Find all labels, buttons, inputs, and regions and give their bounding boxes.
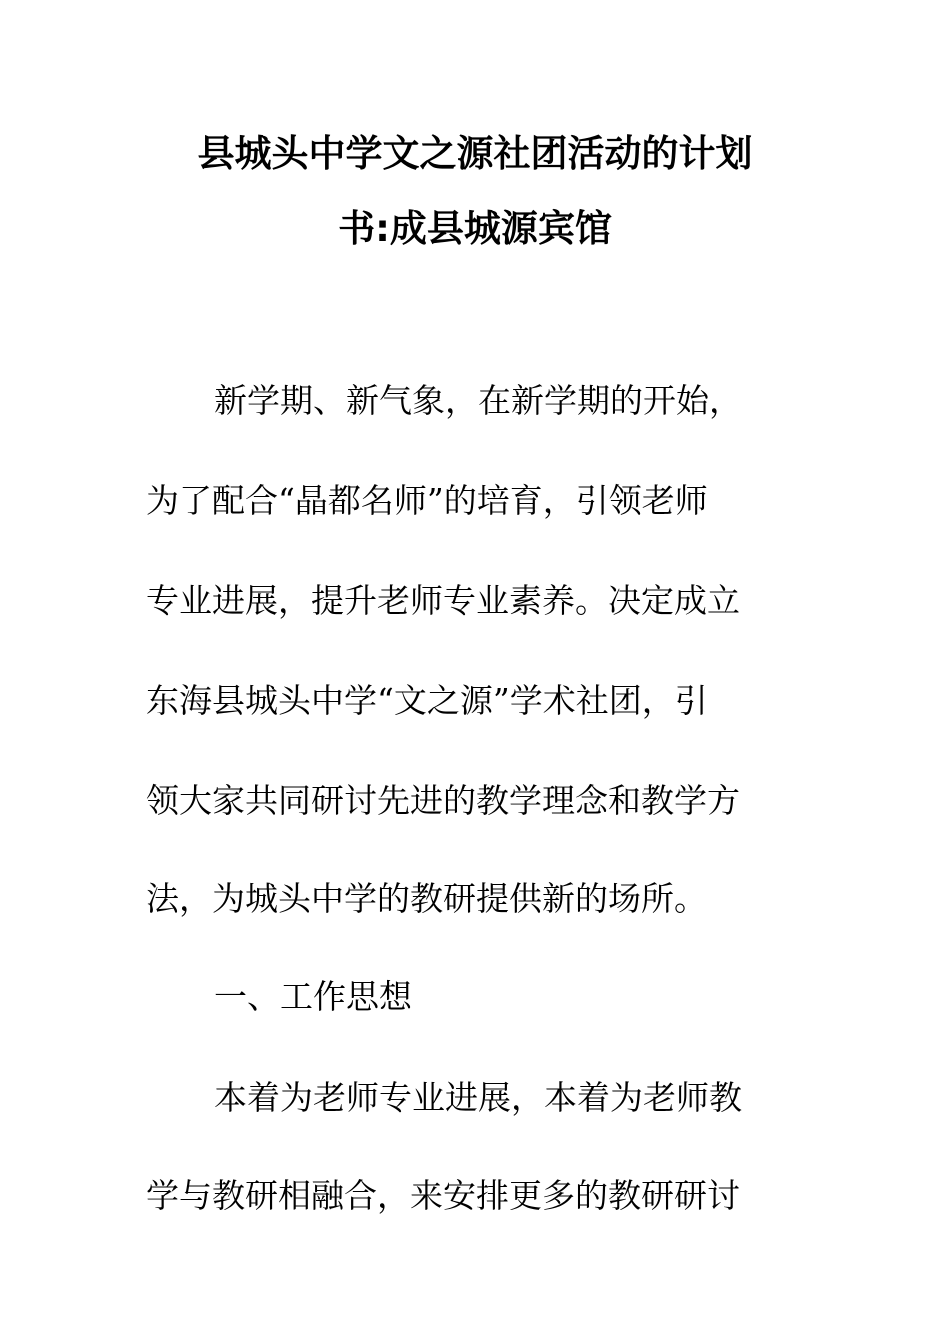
document-title-line-1: 县城头中学文之源社团活动的计划 [197, 132, 753, 175]
body-line-9: 学与教研相融合，来安排更多的教研研讨 [146, 1176, 740, 1215]
body-line-5: 领大家共同研讨先进的教学理念和教学方 [146, 781, 740, 820]
body-line-4: 东海县城头中学“文之源”学术社团，引 [146, 681, 708, 720]
body-line-8: 本着为老师专业进展，本着为老师教 [214, 1078, 742, 1117]
body-line-6: 法，为城头中学的教研提供新的场所。 [146, 879, 707, 918]
section-heading-work-thought: 一、工作思想 [214, 977, 412, 1016]
body-line-2: 为了配合“晶都名师”的培育，引领老师 [146, 481, 708, 520]
body-line-3: 专业进展，提升老师专业素养。决定成立 [146, 581, 740, 620]
body-line-1: 新学期、新气象，在新学期的开始， [214, 381, 742, 420]
document-title-line-2: 书:成县城源宾馆 [338, 207, 612, 250]
